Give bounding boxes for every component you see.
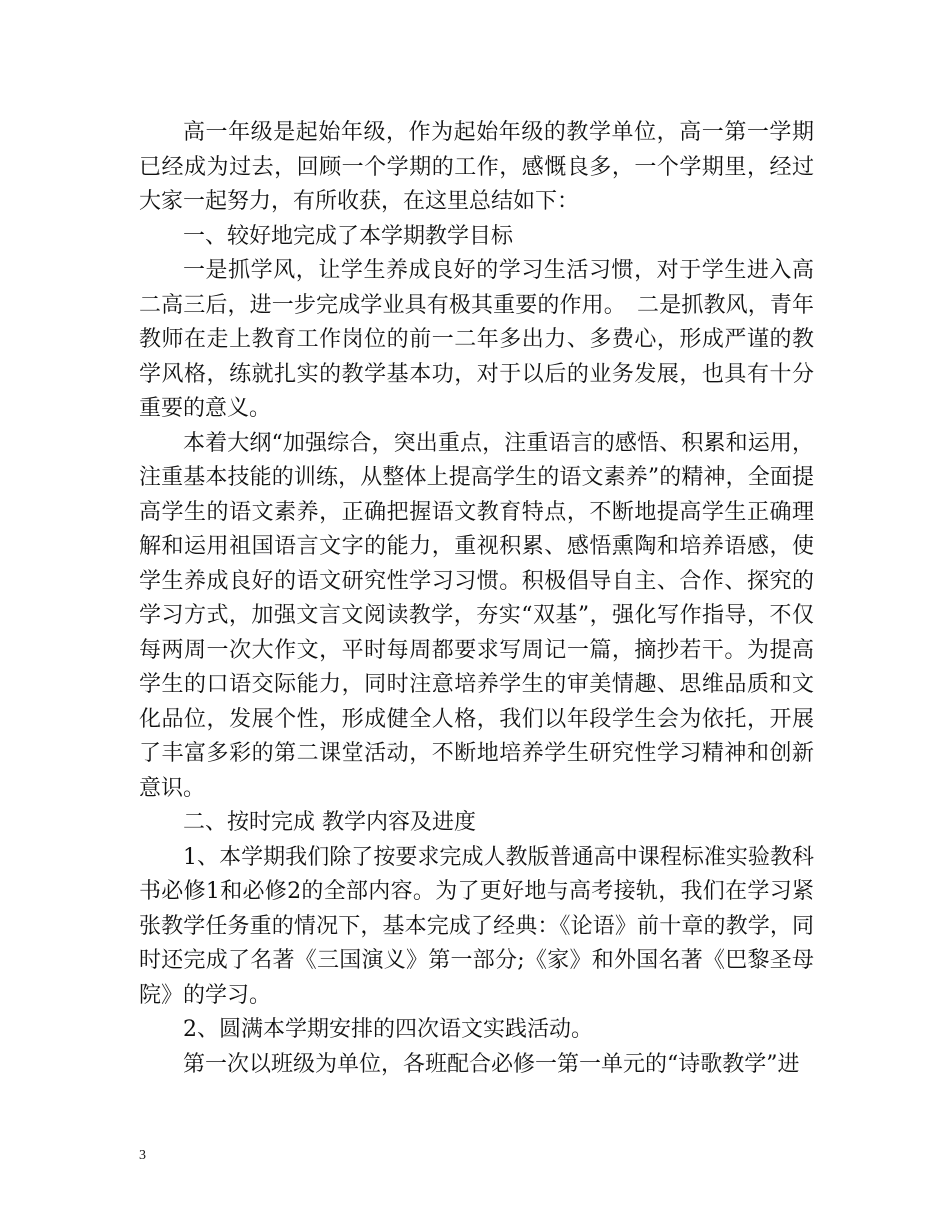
- paragraph-activities: 2、圆满本学期安排的四次语文实践活动。: [183, 1017, 593, 1042]
- document-body: [139, 116, 814, 1082]
- paragraph-curriculum: 1、本学期我们除了按要求完成人教版普通高中课程标准实验教科书必修1和必修2的全部内容。为了更好地与高考接轨，我们在学习紧张教学任务重的情况下，基本完成了经典：《论语》前十章的教学，同时还完成了名著《三国演义》第一部分;《家》和外国名著《巴黎圣母院》的学习。: [139, 844, 814, 1008]
- paragraph-study-style: 一是抓学风，让学生养成良好的学习生活习惯，对于学生进入高二高三后，进一步完成学业具有极其重要的作用。 二是抓教风，青年教师在走上教育工作岗位的前一二年多出力、多费心，形成严谨的教学风格，练就扎实的教学基本功，对于以后的业务发展，也具有十分重要的意义。: [139, 258, 814, 421]
- section-heading-1: 一、较好地完成了本学期教学目标: [183, 223, 514, 249]
- page-number: 3: [139, 1148, 146, 1163]
- paragraph-first-activity: 第一次以班级为单位，各班配合必修一第一单元的“诗歌教学”进: [183, 1051, 800, 1077]
- section-heading-2: 二、按时完成 教学内容及进度: [183, 810, 476, 835]
- paragraph-syllabus: 本着大纲“加强综合，突出重点，注重语言的感悟、积累和运用，注重基本技能的训练，从整体上提高学生的语文素养”的精神，全面提高学生的语文素养，正确把握语文教育特点，不断地提高学生正确理解和运用祖国语言文字的能力，重视积累、感悟熏陶和培养语感，使学生养成良好的语文研究性学习习惯。积极倡导自主、合作、探究的学习方式，加强文言文阅读教学，夯实“双基”，强化写作指导，不仅每两周一次大作文，平时每周都要求写周记一篇，摘抄若干。为提高学生的口语交际能力，同时注意培养学生的审美情趣、思维品质和文化品位，发展个性，形成健全人格，我们以年段学生会为依托，开展了丰富多彩的第二课堂活动，不断地培养学生研究性学习精神和创新意识。: [139, 430, 814, 801]
- intro-paragraph: 高一年级是起始年级，作为起始年级的教学单位，高一第一学期已经成为过去，回顾一个学期的工作，感慨良多，一个学期里，经过大家一起努力，有所收获，在这里总结如下：: [139, 120, 814, 214]
